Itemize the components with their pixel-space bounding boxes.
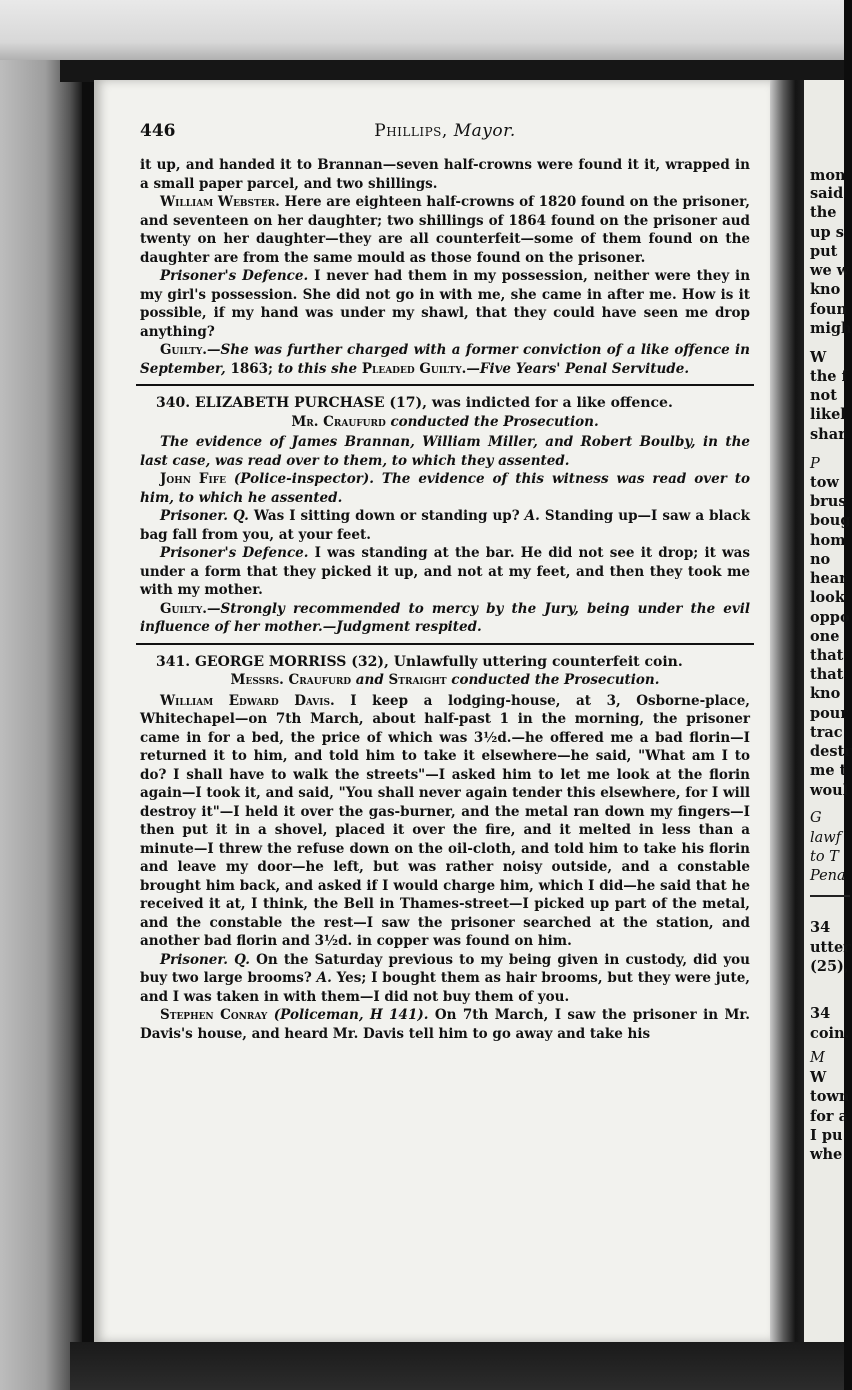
facing-page-fragment: tow	[810, 474, 839, 491]
facing-page-fragment: the	[810, 204, 837, 221]
prisoner-label: Prisoner.	[160, 951, 228, 968]
section-divider	[136, 384, 754, 386]
facing-page-fragment: whe	[810, 1146, 843, 1163]
facing-page-fragment: coin.	[810, 1025, 850, 1042]
running-head	[140, 122, 750, 141]
page-number: 446	[140, 121, 176, 141]
facing-page-fragment: one	[810, 628, 840, 645]
facing-page-fragment: lawf	[810, 830, 842, 846]
question-marker: Q.	[227, 951, 250, 968]
facing-page-fragment: pour	[810, 705, 848, 722]
running-header	[140, 118, 750, 156]
facing-page-fragment: foun	[810, 301, 847, 318]
facing-page-fragment: for a	[810, 1108, 848, 1125]
counsel-text: conducted the Prosecution.	[446, 672, 660, 688]
answer-marker: A.	[524, 508, 540, 524]
section-divider	[136, 643, 754, 645]
verdict-text-2: to this she	[277, 360, 358, 377]
case-341-conray	[140, 1006, 750, 1043]
book-cover-top	[60, 60, 844, 82]
case-341-davis	[140, 692, 750, 951]
facing-page-fragment: brus	[810, 493, 847, 510]
witness-testimony: On 7th March, I saw the prisoner in Mr. Davis's house, and heard Mr. Davis tell him to go away and take his	[140, 1007, 750, 1042]
facing-page-fragment: Pena	[810, 868, 846, 884]
witness-testimony: Here are eighteen half-crowns of 1820 found on the prisoner, and seventeen on her daughter; two shillings of 1864 found on the prisoner aud twenty on her daughter—they are all counterfeit—some of them found on the daughter are from the same mould as those found on the prisoner.	[140, 194, 751, 266]
answer-marker: A.	[316, 970, 332, 986]
facing-page-fragment: destr	[810, 743, 852, 760]
facing-page-fragment: not	[810, 387, 837, 404]
counsel-name-2: Straight	[388, 672, 447, 688]
verdict-pleaded: Pleaded Guilty.	[357, 360, 467, 377]
witness-role: (Policeman, H 141).	[267, 1007, 429, 1023]
case-340-counsel	[140, 413, 750, 432]
case-340-fife	[140, 470, 750, 507]
witness-name: William Edward Davis.	[160, 692, 335, 709]
defence-label: Prisoner's Defence.	[160, 545, 309, 561]
answer-text: Standing up—I saw a black bag fall from you, at your feet.	[140, 508, 751, 543]
facing-page-fragment: said	[810, 185, 844, 202]
witness-name: John Fife	[160, 471, 226, 487]
counsel-name: Mr. Craufurd	[291, 413, 386, 430]
facing-page-fragment: that	[810, 666, 844, 683]
counsel-text: conducted the Prosecution.	[385, 413, 599, 430]
verdict-label: Guilty.	[160, 600, 208, 617]
answer-text: Yes; I bought them as hair brooms, but they were jute, and I was taken in with them—I did not buy them of you.	[140, 970, 750, 1005]
facing-page-fragment: M	[810, 1050, 825, 1066]
witness-role: (Police-inspector).	[225, 471, 374, 487]
verdict-text: —Strongly recommended to mercy by the Jury, being under the evil influence of her mother.—Judgment respited.	[140, 600, 750, 635]
facing-page-fragment: I pu	[810, 1127, 843, 1144]
facing-page-fragment: that	[810, 647, 844, 664]
facing-page-fragment: no	[810, 551, 831, 568]
verdict-sentence: —Five Years' Penal Servitude.	[466, 360, 690, 377]
book-cover-bottom	[70, 1342, 844, 1390]
facing-page-fragment: G	[810, 810, 822, 826]
facing-page-fragment: woul	[810, 782, 849, 799]
facing-page-divider	[810, 895, 850, 897]
facing-page-fragment: boug	[810, 512, 851, 529]
verdict-label: Guilty.	[160, 342, 208, 358]
question-text: On the Saturday previous to my being given in custody, did you buy two large brooms?	[140, 951, 750, 986]
facing-page-fragment: to T	[810, 849, 839, 865]
facing-page-fragment: me t	[810, 762, 847, 779]
facing-page-fragment: utter	[810, 939, 851, 956]
running-head-name: Phillips,	[374, 121, 448, 141]
facing-page	[804, 80, 852, 1342]
paragraph-continuation: it up, and handed it to Brannan—seven half-crowns were found it it, wrapped in a small paper parcel, and two shillings.	[140, 157, 750, 192]
facing-page-fragment: kno	[810, 281, 841, 298]
facing-page-fragment: (25),	[810, 958, 849, 975]
evidence-text: The evidence of James Brannan, William Miller, and Robert Boulby, in the last case, was read over to them, to which they assented.	[140, 434, 750, 469]
defence-text: I never had them in my possession, neither were they in my girl's possession. She did not go in with me, she came in after me. How is it possible, if my hand was under my shawl, that they could have seen me drop anything?	[140, 268, 751, 340]
facing-page-fragment: the f	[810, 368, 848, 385]
facing-page-fragment: hom	[810, 532, 846, 549]
case-340-prisoner-question	[140, 507, 750, 544]
verdict-year: 1863;	[225, 360, 278, 377]
defence-text: I was standing at the bar. He did not see it drop; it was under a form that they picked it up, and not at my feet, and then they took me with my mother.	[140, 545, 750, 598]
witness-testimony: I keep a lodging-house, at 3, Osborne-place, Whitechapel—on 7th March, about half-past 1 in the morning, the prisoner came in for a bed, the price of which was 3½d.—he offered me a bad florin—I returned it to him, and told him to take it elsewhere—he said, "What am I to do? I shall have to walk the streets"—I asked him to let me look at the florin again—I took it, and said, "You shall never again tender this elsewhere, for I will destroy it"—I held it over the gas-burner, and the metal ran down my fingers—I then put it in a shovel, placed it over the fire, and it melted in less than a minute—I threw the refuse down on the oil-cloth, and told him to take his florin and leave my door—he left, but was rather noisy outside, and a constable brought him back, and asked if I would charge him, which I did—he said that he received it at, I think, the Bell in Thames-street—I picked up part of the metal, and the constable the rest—I saw the prisoner searched at the station, and another bad florin and 3½d. in copper was found on him.	[140, 692, 750, 949]
facing-page-fragment: W	[810, 349, 827, 366]
book-gutter	[770, 80, 804, 1342]
counsel-and: and	[351, 672, 389, 688]
witness-text: The evidence of this witness was read over to him, to which he assented.	[140, 471, 750, 506]
facing-page-fragment: W	[810, 1069, 827, 1086]
paragraph-defence	[140, 267, 750, 341]
book-edge-left	[0, 60, 82, 1390]
prisoner-label: Prisoner.	[160, 508, 228, 524]
facing-page-fragment: kno	[810, 685, 841, 702]
facing-page-fragment: up s	[810, 224, 844, 241]
counsel-name: Messrs. Craufurd	[230, 672, 352, 688]
case-340-defence	[140, 544, 750, 600]
case-340-evidence	[140, 433, 750, 470]
witness-name: William Webster.	[160, 194, 280, 210]
facing-page-fragment: mon	[810, 167, 846, 184]
facing-page-fragment: we w	[810, 262, 850, 279]
facing-page-fragment: town	[810, 1088, 850, 1105]
facing-page-fragment: P	[810, 456, 820, 472]
case-341-prisoner-question	[140, 951, 750, 1007]
case-340-verdict	[140, 600, 750, 637]
facing-page-fragment: look	[810, 589, 845, 606]
facing-page-fragment: hear	[810, 570, 847, 587]
facing-page-fragment: put	[810, 243, 838, 260]
case-341-title: 341. GEORGE MORRISS (32), Unlawfully uttering counterfeit coin.	[156, 653, 683, 670]
case-340-title: 340. ELIZABETH PURCHASE (17), was indicted for a like offence.	[156, 395, 673, 411]
facing-page-fragment: oppo	[810, 609, 850, 626]
verdict-text-1: —She was further charged with a former conviction of a like offence in September,	[140, 342, 750, 377]
running-head-title: Mayor.	[453, 121, 516, 141]
facing-page-fragment: migh	[810, 320, 852, 337]
question-text: Was I sitting down or standing up?	[248, 508, 525, 524]
facing-page-fragment: shar	[810, 426, 846, 443]
witness-name: Stephen Conray	[160, 1007, 268, 1023]
paragraph-webster	[140, 193, 750, 267]
page-content	[140, 118, 750, 1043]
paragraph-verdict	[140, 341, 750, 378]
facing-page-fragment: 34	[810, 1005, 831, 1022]
facing-page-fragment: 34	[810, 919, 831, 936]
case-341-counsel	[140, 671, 750, 690]
facing-page-fragment: trac	[810, 724, 843, 741]
question-marker: Q.	[227, 508, 249, 524]
defence-label: Prisoner's Defence.	[160, 268, 309, 284]
facing-page-fragment: likel	[810, 406, 846, 423]
